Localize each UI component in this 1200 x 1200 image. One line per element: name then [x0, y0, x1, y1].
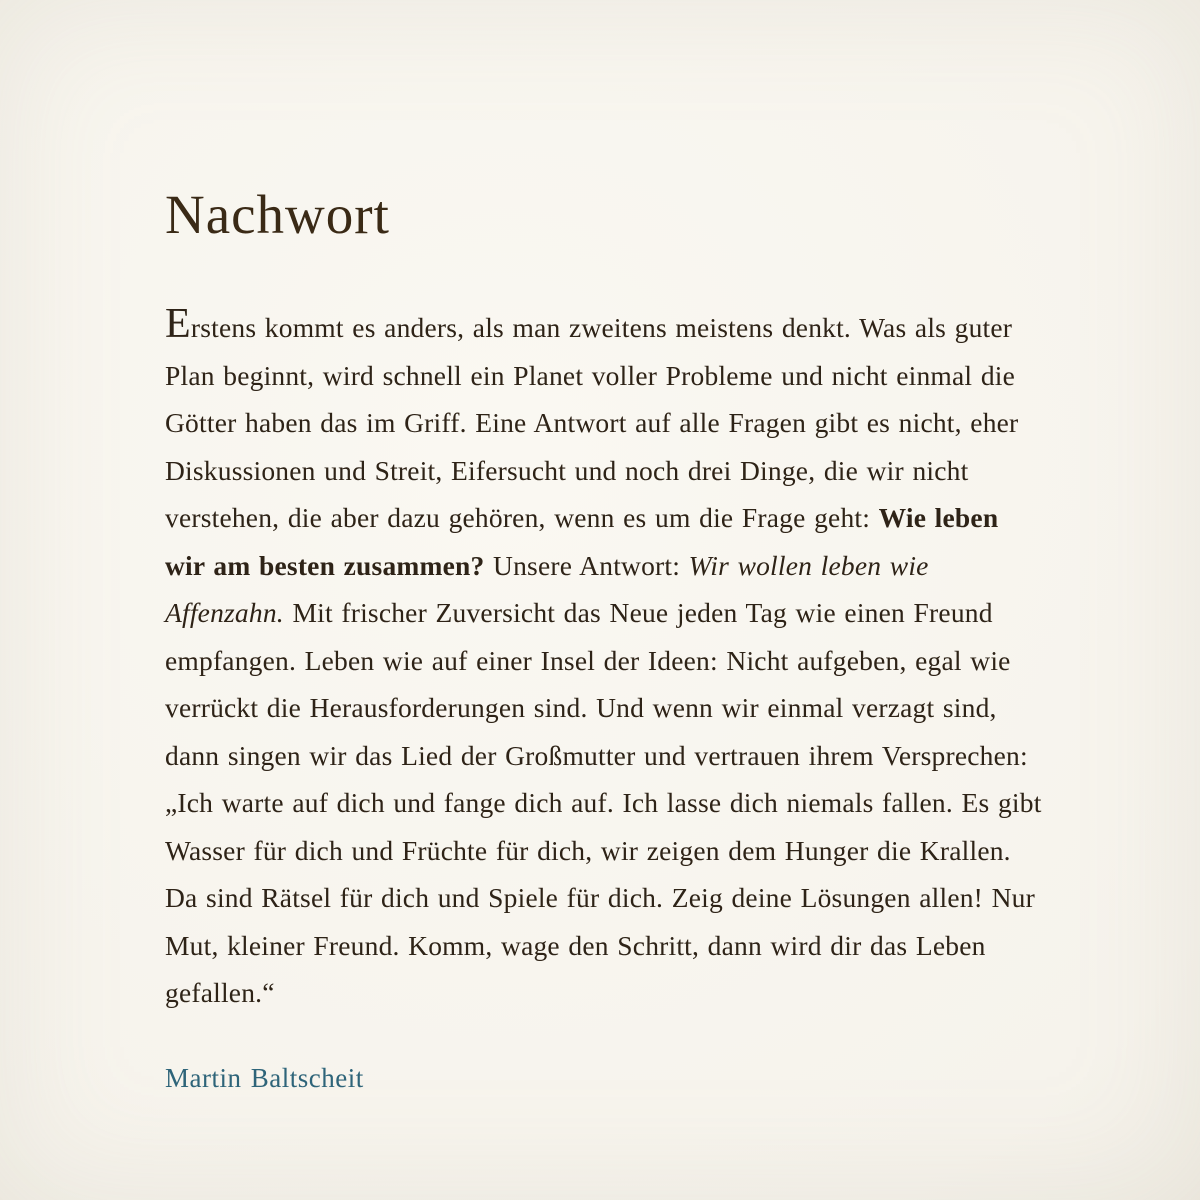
initial-capital: E [165, 301, 191, 347]
author-name: Martin Baltscheit [165, 1062, 364, 1093]
paragraph-segment: Wir wollen leben wie Affenzahn. [165, 549, 929, 628]
paragraph-segment: Mit frischer Zuversicht das Neue jeden Tag wie einen Freund empfangen. Leben wie auf einer Insel der Ideen: Nicht aufgeben, egal wie verrückt die Herausforderungen sind. Und wenn wir einmal verzagt sind, dann singen wir das Lied der Großmutter und vertrauen ihrem Versprechen: „Ich warte auf dich und fange dich auf. Ich lasse dich niemals fallen. Es gibt Wasser für dich und Früchte für dich, wir zeigen dem Hunger die Krallen. Da sind Rätsel für dich und Spiele für dich. Zeig deine Lösungen allen! Nur Mut, kleiner Freund. Komm, wage den Schritt, dann wird dir das Leben gefallen.“ [165, 597, 1042, 1008]
page-content [165, 184, 1045, 1094]
paragraph-segment: Unsere Antwort: [484, 549, 689, 581]
paragraph-segment: Wie leben wir am besten zusammen? [165, 502, 999, 581]
page-title: Nachwort [165, 184, 390, 245]
afterword-paragraph [165, 301, 1045, 1017]
paragraph-segment: rstens kommt es anders, als man zweitens meistens denkt. Was als guter Plan beginnt, wird schnell ein Planet voller Probleme und nicht einmal die Götter haben das im Griff. Eine Antwort auf alle Fragen gibt es nicht, eher Diskussionen und Streit, Eifersucht und noch drei Dinge, die wir nicht verstehen, die aber dazu gehören, wenn es um die Frage geht: [165, 312, 1019, 533]
